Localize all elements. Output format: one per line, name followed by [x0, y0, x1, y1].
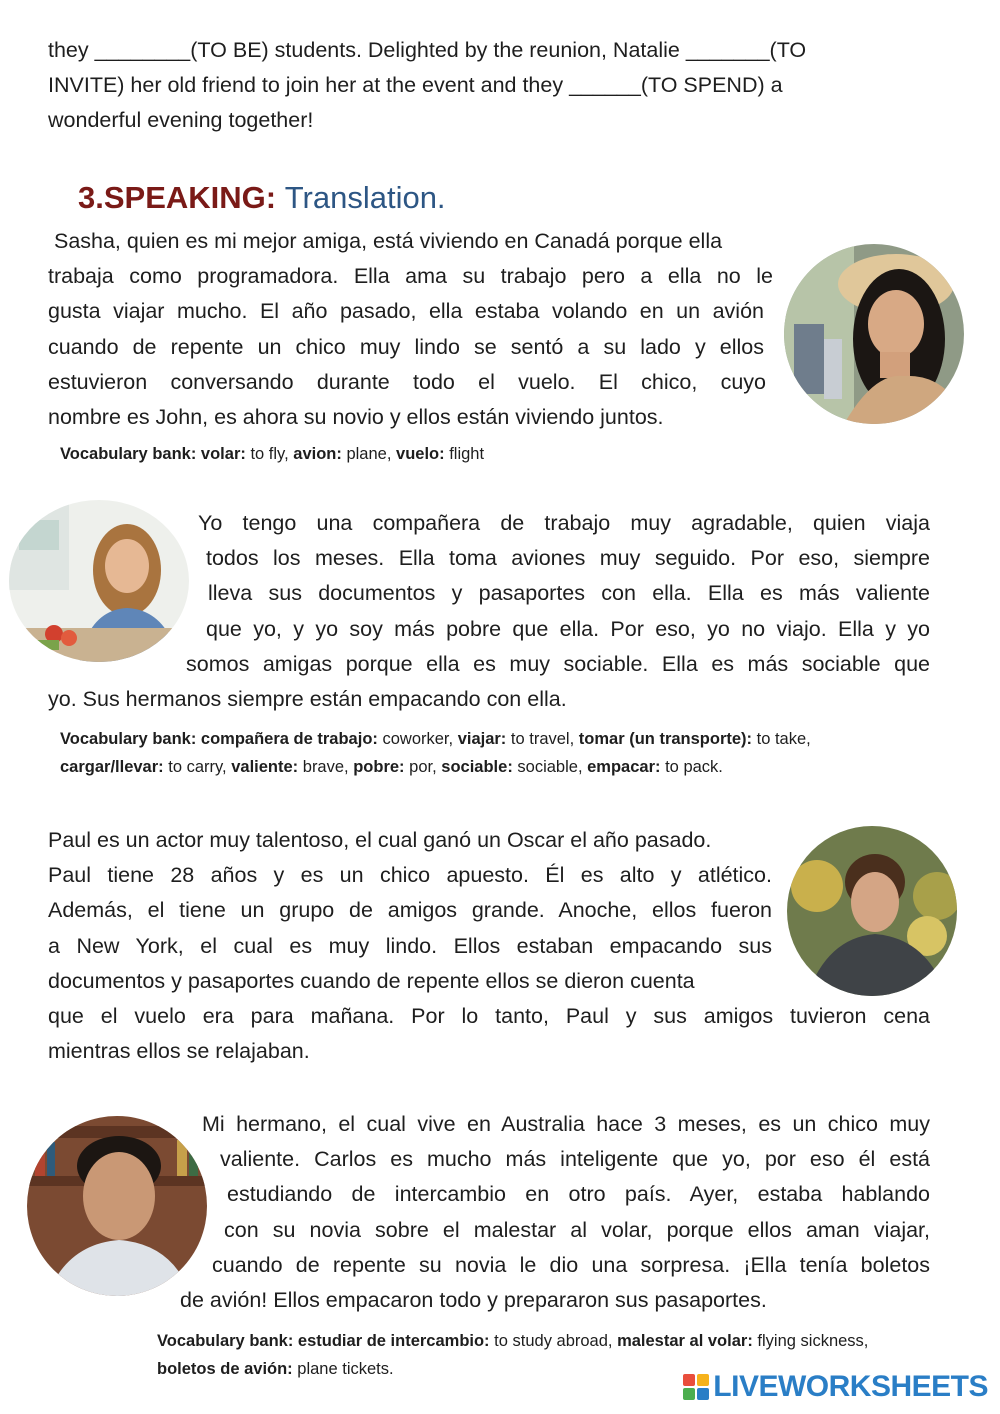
passage-line: nombre es John, es ahora su novio y ellos están viviendo juntos.: [48, 405, 664, 430]
young-man-outdoors-photo: [787, 826, 957, 996]
liveworksheets-brand[interactable]: [683, 1370, 988, 1404]
vocab-term: sociable:: [441, 758, 513, 776]
passage-line: que el vuelo era para mañana. Por lo tanto, Paul y sus amigos tuvieron cena: [48, 1004, 930, 1029]
passage-brother: [170, 1107, 930, 1318]
intro-line: they ________(TO BE) students. Delighted by the reunion, Natalie _______(TO: [48, 38, 807, 62]
vocab-term: boletos de avión:: [157, 1360, 293, 1378]
passage-line: Paul es un actor muy talentoso, el cual ganó un Oscar el año pasado.: [48, 828, 712, 852]
passage-line: cuando de repente su novia le dio una sorpresa. ¡Ella tenía boletos: [212, 1252, 930, 1277]
vocab-term: compañera de trabajo:: [200, 730, 378, 748]
passage-line: estudiando de intercambio en otro país. Ayer, estaba hablando: [227, 1182, 930, 1207]
vocab-meaning: flight: [449, 445, 485, 463]
vocab-title: Vocabulary bank:: [157, 1332, 294, 1350]
vocab-meaning: por,: [409, 758, 437, 776]
vocab-meaning: to take,: [756, 730, 811, 748]
passage-line: de avión! Ellos empacaron todo y prepararon sus pasaportes.: [180, 1288, 767, 1313]
vocab-title: Vocabulary bank:: [60, 730, 197, 748]
vocab-meaning: to fly,: [250, 445, 289, 463]
passage-sasha: [48, 224, 808, 435]
passage-line: a New York, el cual es muy lindo. Ellos estaban empacando sus: [48, 933, 772, 958]
vocab-term: vuelo:: [396, 445, 445, 463]
passage-line: yo. Sus hermanos siempre están empacando con ella.: [48, 687, 567, 712]
section-heading: [78, 176, 446, 220]
smiling-woman-in-hat-photo: [784, 244, 964, 424]
passage-line: cuando de repente un chico muy lindo se sentó a su lado y ellos: [48, 334, 764, 359]
intro-line: wonderful evening together!: [48, 108, 314, 133]
vocab-term: cargar/llevar:: [60, 758, 164, 776]
vocab-term: malestar al volar:: [617, 1332, 753, 1350]
section-label: SPEAKING:: [103, 180, 277, 215]
passage-line: lleva sus documentos y pasaportes con ella. Ella es más valiente: [208, 581, 930, 606]
vocab-term: avion:: [293, 445, 342, 463]
passage-line: que yo, y yo soy más pobre que ella. Por eso, yo no viajo. Ella y yo: [206, 616, 930, 641]
vocab-meaning: sociable,: [517, 758, 583, 776]
section-number: 3.: [78, 180, 104, 215]
passage-line: gusta viajar mucho. El año pasado, ella estaba volando en un avión: [48, 299, 764, 324]
vocab-term: pobre:: [353, 758, 405, 776]
vocab-bank-coworker: [60, 725, 860, 781]
passage-line: todos los meses. Ella toma aviones muy seguido. Por eso, siempre: [206, 546, 930, 571]
passage-line: documentos y pasaportes cuando de repente ellos se dieron cuenta: [48, 968, 695, 993]
passage-line: estuvieron conversando durante todo el vuelo. El chico, cuyo: [48, 369, 766, 394]
vocab-meaning: to study abroad,: [494, 1332, 613, 1350]
vocab-term: tomar (un transporte):: [578, 730, 753, 748]
brand-name: LIVEWORKSHEETS: [713, 1370, 988, 1403]
vocab-meaning: to travel,: [510, 730, 575, 748]
passage-line: Mi hermano, el cual vive en Australia hace 3 meses, es un chico muy: [202, 1112, 930, 1136]
passage-line: con su novia sobre el malestar al volar, porque ellos aman viajar,: [224, 1217, 930, 1242]
vocab-meaning: plane tickets.: [297, 1360, 394, 1378]
vocab-meaning: coworker,: [382, 730, 454, 748]
passage-line: Yo tengo una compañera de trabajo muy agradable, quien viaja: [198, 511, 930, 535]
passage-line: valiente. Carlos es mucho más inteligente que yo, por eso él está: [220, 1147, 930, 1172]
vocab-meaning: to carry,: [168, 758, 227, 776]
passage-line: Paul tiene 28 años y es un chico apuesto. Él es alto y atlético.: [48, 863, 772, 888]
vocab-meaning: plane,: [346, 445, 392, 463]
passage-line: mientras ellos se relajaban.: [48, 1039, 310, 1064]
vocab-bank-sasha: [60, 440, 760, 468]
passage-line: somos amigas porque ella es muy sociable. Ella es más sociable que: [186, 651, 930, 676]
liveworksheets-logo-icon: [683, 1374, 709, 1400]
vocab-term: viajar:: [457, 730, 507, 748]
vocab-meaning: brave,: [302, 758, 349, 776]
vocab-term: valiente:: [231, 758, 299, 776]
vocab-term: estudiar de intercambio:: [297, 1332, 490, 1350]
passage-line: Sasha, quien es mi mejor amiga, está viviendo en Canadá porque ella: [48, 229, 723, 253]
passage-line: Además, el tiene un grupo de amigos grande. Anoche, ellos fueron: [48, 898, 772, 923]
vocab-title: Vocabulary bank:: [60, 445, 197, 463]
intro-paragraph: [48, 33, 908, 139]
vocab-term: volar:: [200, 445, 246, 463]
intro-line: INVITE) her old friend to join her at the event and they ______(TO SPEND) a: [48, 73, 783, 98]
section-subtitle: Translation.: [284, 180, 446, 215]
vocab-meaning: flying sickness,: [757, 1332, 869, 1350]
passage-coworker: [48, 506, 930, 717]
vocab-term: empacar:: [587, 758, 661, 776]
vocab-meaning: to pack.: [665, 758, 723, 776]
passage-line: trabaja como programadora. Ella ama su trabajo pero a ella no le: [48, 264, 773, 289]
